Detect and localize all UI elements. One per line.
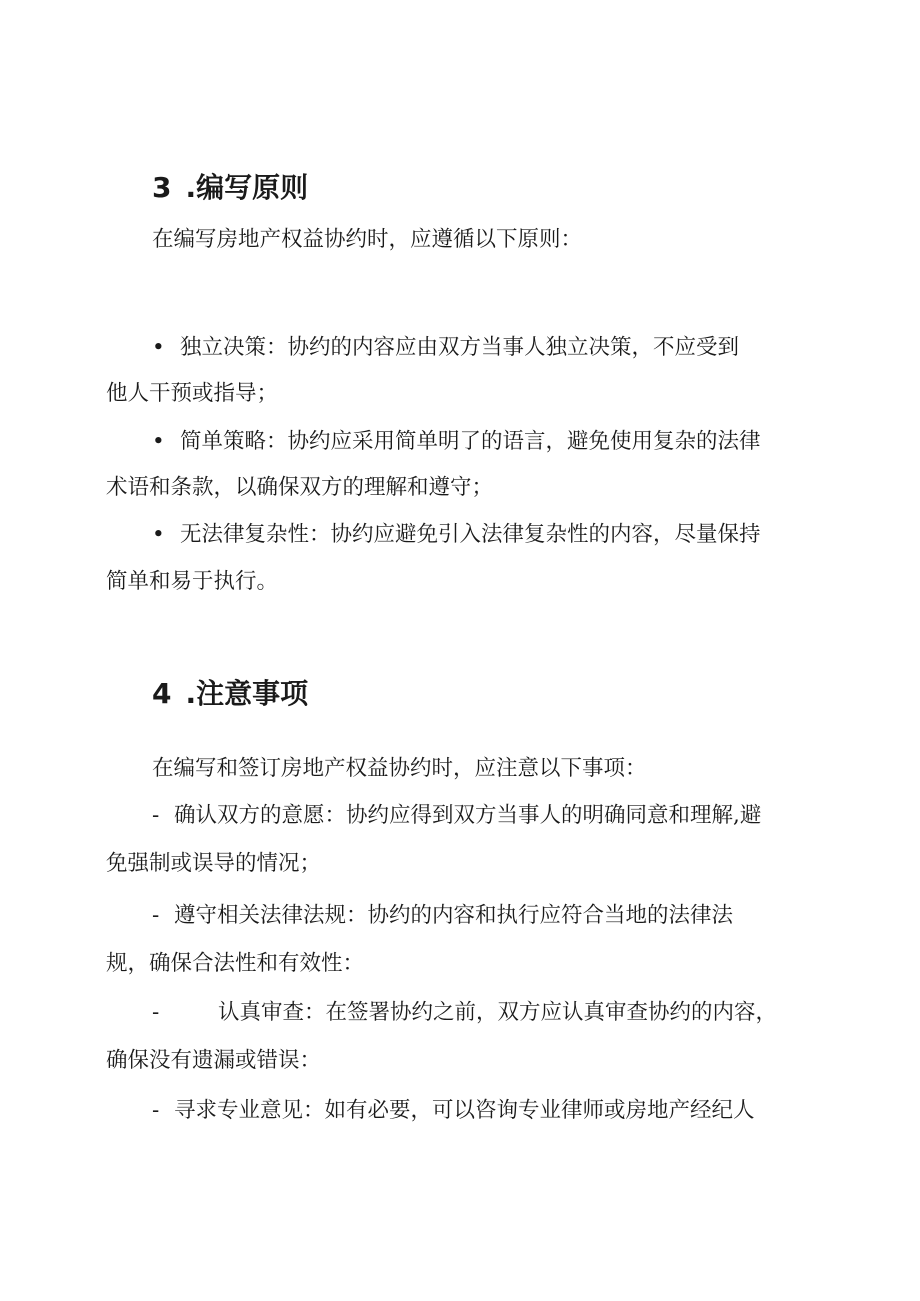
dash-icon: -: [152, 903, 160, 928]
section-4-title: .注意事项: [185, 677, 309, 710]
caution-item-4-text: 寻求专业意见：如有必要，可以咨询专业律师或房地产经纪人: [174, 1098, 755, 1123]
principle-item-1-line-1: [152, 337, 739, 359]
section-3-number: 3: [152, 171, 172, 204]
caution-item-2-text: 遵守相关法律法规：协约的内容和执行应符合当地的法律法: [174, 903, 734, 928]
caution-item-1-line-1: [152, 805, 761, 827]
section-4-number: 4: [152, 677, 172, 710]
bullet-icon: •: [152, 429, 165, 454]
principle-item-1-line-2: 他人干预或指导；: [106, 381, 279, 406]
section-3-title: .编写原则: [185, 171, 309, 204]
caution-item-1-text: 确认双方的意愿：协约应得到双方当事人的明确同意和理解,避: [174, 803, 762, 828]
principle-item-1-text: 独立决策：协约的内容应由双方当事人独立决策，不应受到: [180, 335, 740, 360]
principle-item-3-line-1: [152, 524, 761, 546]
bullet-icon: •: [152, 522, 165, 547]
caution-item-3-line-1: [152, 1002, 777, 1024]
principle-item-2-line-2: 术语和条款，以确保双方的理解和遵守；: [106, 475, 494, 500]
principle-item-2-text: 简单策略：协约应采用简单明了的语言，避免使用复杂的法律: [180, 429, 761, 454]
section-3-intro: 在编写房地产权益协约时，应遵循以下原则：: [152, 227, 583, 252]
caution-item-2-line-2: 规，确保合法性和有效性：: [106, 951, 365, 976]
caution-item-4-line-1: [152, 1100, 755, 1122]
dash-icon: -: [152, 1098, 160, 1123]
caution-item-2-line-1: [152, 905, 733, 927]
principle-item-2-line-1: [152, 431, 761, 453]
dash-icon: -: [152, 1000, 160, 1025]
caution-item-1-line-2: 免强制或误导的情况；: [106, 851, 322, 876]
section-3-heading: [152, 171, 309, 204]
caution-item-3-text: 认真审查：在签署协约之前，双方应认真审查协约的内容，: [218, 1000, 778, 1025]
section-4-intro: 在编写和签订房地产权益协约时，应注意以下事项：: [152, 756, 647, 781]
caution-item-3-line-2: 确保没有遗漏或错误：: [106, 1048, 322, 1073]
section-4-heading: [152, 677, 309, 710]
principle-item-3-line-2: 简单和易于执行。: [106, 569, 279, 594]
principle-item-3-text: 无法律复杂性：协约应避免引入法律复杂性的内容，尽量保持: [180, 522, 761, 547]
bullet-icon: •: [152, 335, 165, 360]
dash-icon: -: [152, 803, 160, 828]
